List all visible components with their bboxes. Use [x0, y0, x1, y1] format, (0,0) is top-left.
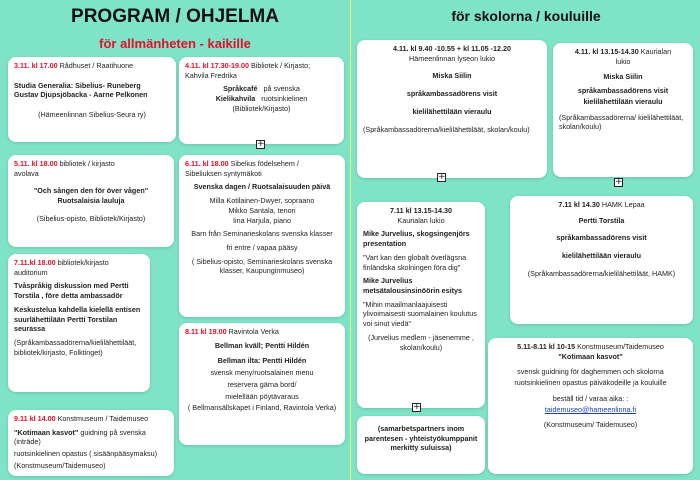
event-detail: reservera gärna bord/	[227, 379, 297, 389]
event-detail: svensk meny/ruotsalainen menu	[210, 368, 314, 378]
event-title-fi: Ruotsalaisia lauluja	[57, 196, 125, 206]
event-organizer: (Konstmuseum/Taidemuseo)	[14, 460, 106, 470]
event-title-fi: Mike Jurvelius metsätalousinsinöörin esitys	[363, 276, 463, 296]
school-card-art-museum	[488, 338, 693, 474]
event-organizer: (Jurvelius medlem - jäsenemme , skolan/koulu)	[368, 332, 474, 352]
event-detail-fi: ruotsinkielinen opastus päiväkodeille ja kouluille	[514, 378, 667, 388]
event-place: HAMK Lepaa	[601, 200, 645, 209]
event-date: 5.11. kl 18.00	[14, 159, 58, 168]
subtitle-schools: för skolorna / kouluille	[451, 8, 601, 24]
school-card-7-11-kauriala	[357, 202, 485, 408]
partners-note	[357, 416, 485, 474]
page-title: PROGRAM / OHJELMA	[71, 6, 279, 27]
event-performers: Gustav Djupsjöbacka - Aarne Pelkonen	[14, 90, 148, 100]
event-card-7-11	[8, 254, 150, 392]
school-card-7-11-hamk	[510, 196, 693, 324]
event-detail-fi: ruotsinkielinen opastus ( sisäänpääsymaksu)	[14, 449, 158, 459]
event-card-3-11	[8, 57, 176, 142]
event-date: 4.11. kl 9.40 -10.55 + kl 11.05 -12.20	[392, 44, 512, 53]
event-place: Konstmuseum/Taidemuseo	[577, 342, 664, 351]
event-organizer: (Sibelius-opisto, Bibliotek/Kirjasto)	[36, 213, 146, 223]
event-title-fi: kielilähettilään vieraulu	[561, 251, 642, 261]
event-organizer: (Bibliotek/Kirjasto)	[232, 103, 291, 113]
event-organizer: (Språkambassadörerna/kielilähettiläät, skolan/koulu)	[363, 124, 530, 134]
event-title: "Kotimaan kasvot"	[14, 427, 79, 437]
event-date: 3.11. kl 17.00	[14, 61, 58, 70]
event-place: Konstmuseum / Taidemuseo	[57, 414, 149, 423]
event-organizer: ( Sibelius-opisto, Seminarieskolans svenska klasser, Kaupunginmuseo)	[191, 256, 333, 276]
event-organizer: (Hämeenlinnan Sibelius-Seura ry)	[38, 110, 146, 120]
performer: Iina Harjula, piano	[233, 215, 291, 225]
event-place: Bibliotek / Kirjasto;	[250, 61, 311, 70]
event-title: Studia Generalia: Sibelius- Runeberg	[14, 80, 141, 90]
event-place: Sibelius födelsehem /	[230, 159, 299, 168]
event-place-detail: Kahvila Fredrika	[185, 70, 237, 80]
event-place: Rådhuset / Raatihuone	[59, 61, 134, 70]
event-date: 7.11 kl 13.15-14.30	[390, 206, 452, 215]
event-place: bibliotek/kirjasto	[57, 258, 109, 267]
event-date: 8.11 kl 19.00	[185, 327, 227, 336]
event-date: 9.11 kl 14.00	[14, 414, 56, 423]
expand-icon[interactable]: +	[615, 177, 623, 187]
event-detail: svensk guidning för daghemmen och skolorna	[517, 367, 664, 377]
event-place: Kaurialan lukio	[397, 215, 445, 225]
event-title: Bellman kväll; Pentti Hildén	[214, 340, 310, 350]
performer: Milla Kotilainen-Dwyer, sopraano	[209, 196, 315, 206]
performer: Mikko Santala, tenori	[228, 205, 296, 215]
event-admission: fri entre / vapaa pääsy	[226, 243, 298, 253]
event-place: bibliotek / kirjasto	[59, 159, 115, 168]
event-place-detail: lukio	[615, 56, 631, 66]
event-title: "Och sången den för över vågen"	[33, 186, 149, 196]
event-topic-fi: "Mihin maailmanlaajuisesti ylivoimaisesti suomalainen koulutus voi sinut viedä"	[363, 299, 477, 329]
booking-label: beställ tid / varaa aika: :	[552, 393, 629, 403]
column-divider	[350, 0, 351, 480]
event-card-6-11	[179, 155, 345, 317]
subtitle-public: för allmänheten - kaikille	[99, 36, 251, 51]
event-title-fi: Kielikahvila	[215, 94, 256, 104]
event-date: 5.11-8.11 kl 10-15	[517, 342, 576, 351]
school-card-4-11-kauriala	[553, 43, 693, 177]
event-title: Tvåspråkig diskussion med Pertti Torstila , före detta ambassadör	[14, 281, 129, 301]
event-card-8-11	[179, 323, 345, 445]
event-title-fi: kielilähettilään vieraulu	[412, 106, 492, 116]
event-language: på svenska	[263, 84, 300, 94]
event-organizer: (Språkambassadörerna/kielilähettiläät, HAMK)	[527, 268, 676, 278]
performer: Barn från Seminarieskolans svenska klasser	[191, 229, 333, 239]
event-title: Svenska dagen / Ruotsalaisuuden päivä	[193, 182, 331, 192]
event-organizer: ( Bellmansällskapet i Finland, Ravintola Verka)	[187, 403, 337, 413]
event-place-detail: auditorium	[14, 267, 48, 277]
expand-icon[interactable]: +	[413, 402, 421, 412]
event-topic: "Vart kan den globalt överlägsna finländska skolningen föra dig"	[363, 252, 467, 272]
event-place-detail: Sibeliuksen syntymäkoti	[185, 168, 262, 178]
visitor-name: Miska Siilin	[603, 72, 643, 82]
event-place: Hämeenlinnan lyseon lukio	[409, 53, 495, 63]
expand-icon[interactable]: +	[438, 172, 446, 182]
event-organizer: (Språkambassadörerna/kielilähettiläät, bibliotek/kirjasto, Folktinget)	[14, 338, 137, 357]
event-title: språkambassadörens visit	[556, 233, 647, 243]
event-title-fi: kielilähettilään vieraulu	[583, 96, 663, 106]
event-date: 7.11.kl 18.00	[14, 258, 56, 267]
event-place-detail: avolava	[14, 168, 39, 178]
event-title: Mike Jurvelius, skogsingenjörs presentation	[363, 229, 470, 249]
event-title: språkambassadörens visit	[406, 89, 498, 99]
event-title-fi: Bellman ilta: Pentti Hildén	[217, 356, 307, 366]
event-date: 6.11. kl 18.00	[185, 159, 229, 168]
event-card-5-11	[8, 155, 174, 247]
event-detail: mielellään pöytävaraus	[225, 391, 299, 401]
event-place: Ravintola Verka	[228, 327, 279, 336]
event-organizer: (Språkambassadörerna/ kielilähettiläät, skolan/koulu)	[559, 112, 684, 132]
event-title: språkambassadörens visit	[577, 86, 669, 96]
event-title-fi: Keskustelua kahdella kielellä entisen suurlähettilään Pertti Torstilan seurassa	[14, 304, 141, 334]
event-card-4-11	[179, 57, 344, 144]
visitor-name: Pertti Torstila	[578, 215, 625, 225]
partners-note-text: (samarbetspartners inom parentesen - yhteistyökumppanit merkitty suluissa)	[364, 424, 478, 453]
event-card-9-11	[8, 410, 174, 476]
event-date: 4.11. kl 17.30-19.00	[185, 61, 249, 70]
event-organizer: (Konstmuseum/ Taidemuseo)	[543, 420, 638, 430]
expand-icon[interactable]: +	[257, 139, 265, 149]
event-date: 7.11 kl 14.30	[558, 200, 600, 209]
event-place: Kaurialan	[640, 47, 672, 56]
visitor-name: Miska Siilin	[432, 71, 472, 81]
event-title: Språkcafé	[223, 84, 258, 94]
booking-email-link[interactable]: taidemuseo@hameenlinna.fi	[544, 404, 637, 414]
event-date: 4.11. kl 13.15-14.30	[574, 47, 639, 56]
event-title: "Kotimaan kasvot"	[558, 351, 623, 361]
event-detail: guidning på svenska (inträde)	[14, 427, 146, 447]
school-card-4-11-lyseo	[357, 40, 547, 178]
event-language-fi: ruotsinkielinen	[261, 94, 308, 104]
